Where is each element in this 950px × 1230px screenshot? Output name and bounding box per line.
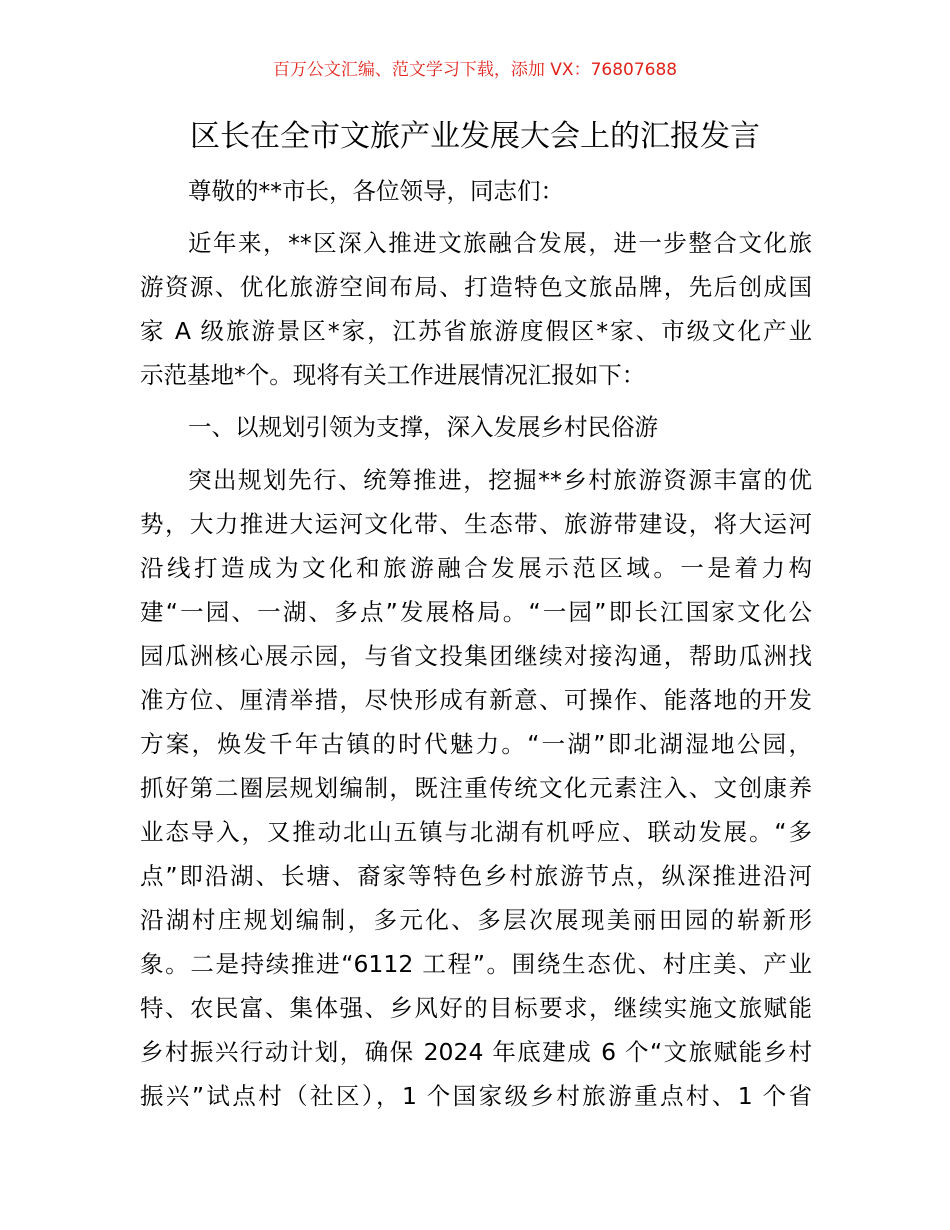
salutation: 尊敬的**市长，各位领导，同志们： [188, 177, 564, 205]
paragraph-2-line-7: 方案，焕发千年古镇的时代魅力。“一湖”即北湖湿地公园， [140, 730, 812, 758]
paragraph-2-line-4: 建“一园、一湖、多点”发展格局。“一园”即长江国家文化公 [140, 598, 812, 626]
section-1-heading: 一、以规划引领为支撑，深入发展乡村民俗游 [188, 413, 658, 441]
paragraph-2-line-14: 乡村振兴行动计划，确保 2024 年底建成 6 个“文旅赋能乡村 [140, 1038, 812, 1066]
paragraph-2-line-9: 业态导入，又推动北山五镇与北湖有机呼应、联动发展。“多 [140, 818, 812, 846]
paragraph-1-line-3: 家 A 级旅游景区*家，江苏省旅游度假区*家、市级文化产业 [140, 317, 812, 345]
paragraph-2-line-13: 特、农民富、集体强、乡风好的目标要求，继续实施文旅赋能 [140, 994, 812, 1022]
paragraph-2-line-5: 园瓜洲核心展示园，与省文投集团继续对接沟通，帮助瓜洲找 [140, 642, 812, 670]
header-watermark-note: 百万公文汇编、范文学习下载，添加 VX：76807688 [272, 60, 678, 80]
paragraph-2-line-6: 准方位、厘清举措，尽快形成有新意、可操作、能落地的开发 [140, 686, 812, 714]
paragraph-1-line-4: 示范基地*个。现将有关工作进展情况汇报如下： [140, 361, 646, 389]
paragraph-2-line-10: 点”即沿湖、长塘、裔家等特色乡村旅游节点，纵深推进沿河 [140, 862, 812, 890]
paragraph-2-line-2: 势，大力推进大运河文化带、生态带、旅游带建设，将大运河 [140, 510, 812, 538]
document-title: 区长在全市文旅产业发展大会上的汇报发言 [190, 119, 760, 154]
paragraph-2-line-15: 振兴”试点村（社区），1 个国家级乡村旅游重点村、1 个省 [140, 1082, 812, 1110]
paragraph-1-line-1: 近年来，**区深入推进文旅融合发展，进一步整合文化旅 [188, 229, 812, 257]
paragraph-2-line-8: 抓好第二圈层规划编制，既注重传统文化元素注入、文创康养 [140, 774, 812, 802]
paragraph-2-line-12: 象。二是持续推进“6112 工程”。围绕生态优、村庄美、产业 [140, 950, 812, 978]
paragraph-1-line-2: 游资源、优化旅游空间布局、打造特色文旅品牌，先后创成国 [140, 273, 812, 301]
paragraph-2-line-11: 沿湖村庄规划编制，多元化、多层次展现美丽田园的崭新形 [140, 906, 812, 934]
paragraph-2-line-1: 突出规划先行、统筹推进，挖掘**乡村旅游资源丰富的优 [188, 466, 812, 494]
paragraph-2-line-3: 沿线打造成为文化和旅游融合发展示范区域。一是着力构 [140, 554, 812, 582]
